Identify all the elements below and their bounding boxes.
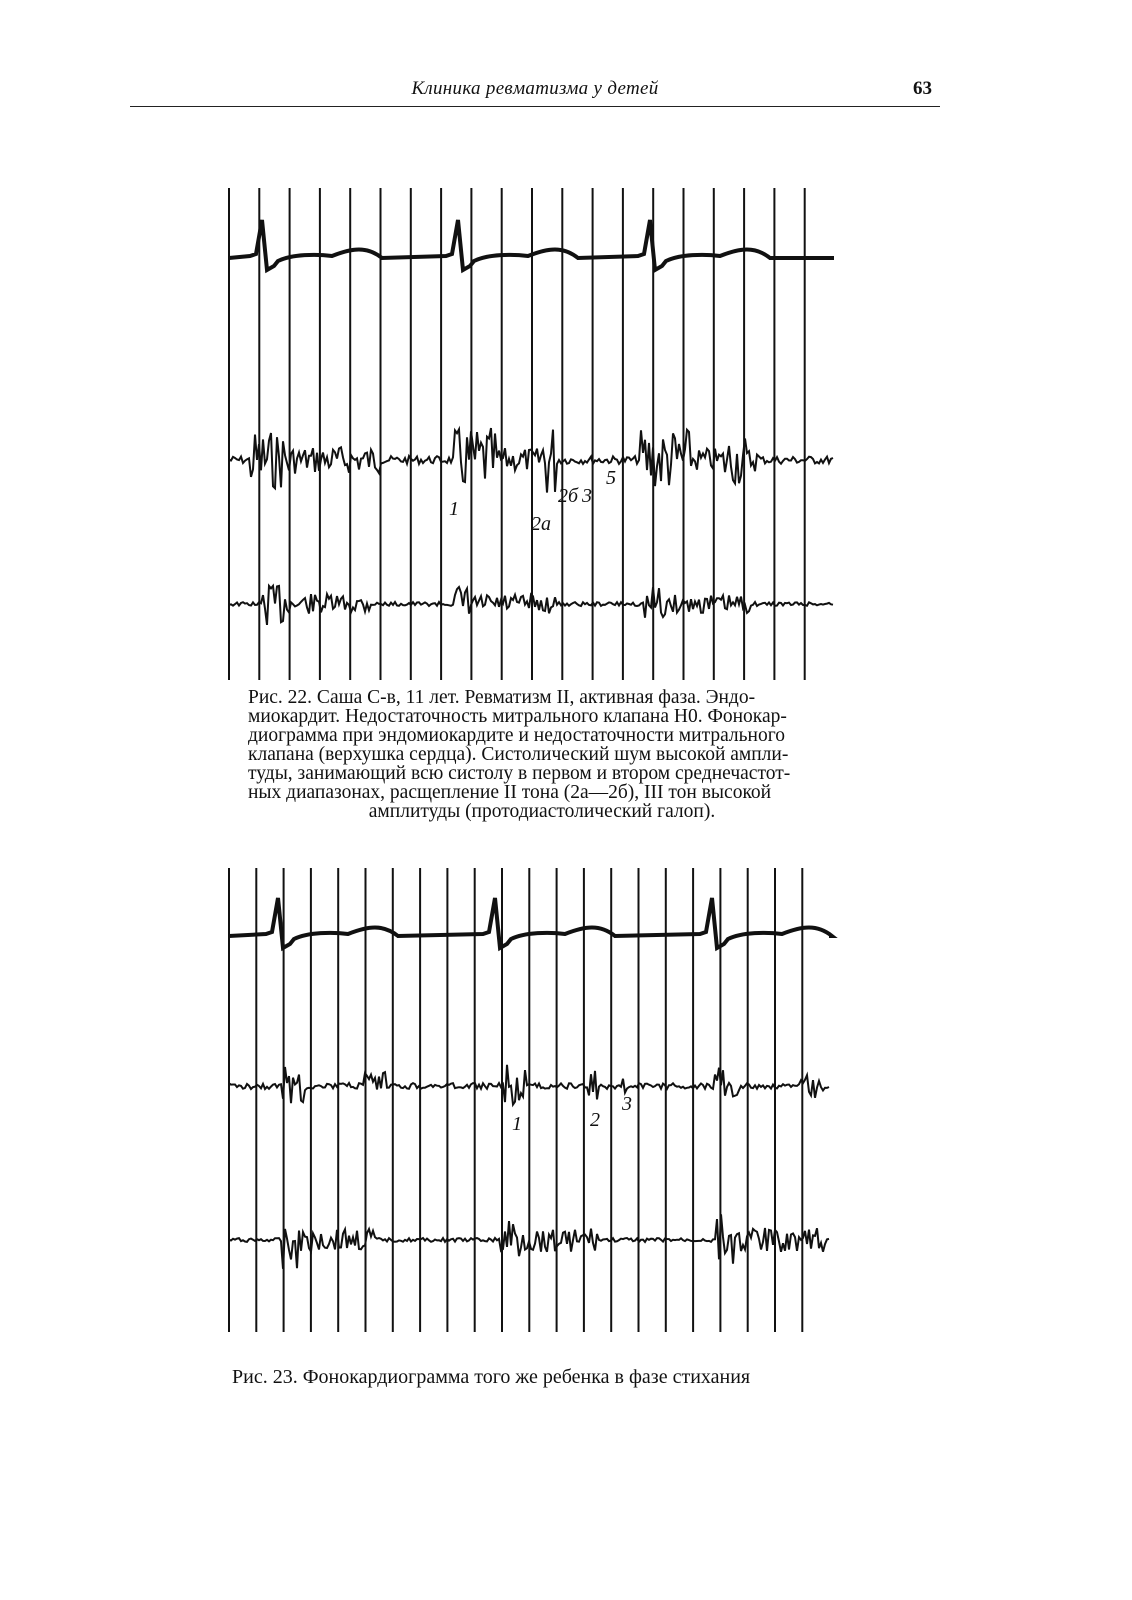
figure-22-label-5: 5 xyxy=(606,467,616,489)
figure-22-time-grid xyxy=(229,188,805,680)
figure-22-label-3: 3 xyxy=(582,485,592,507)
figure-23-label-1: 1 xyxy=(512,1113,522,1135)
figure-23-ecg-trace xyxy=(229,898,832,948)
figure-22-label-2a: 2a xyxy=(531,513,551,535)
page-number: 63 xyxy=(913,78,932,99)
running-title: Клиника ревматизма у детей xyxy=(411,78,659,99)
figure-23-label-3: 3 xyxy=(622,1093,632,1115)
figure-22-caption-line: диограмма при эндомиокардите и недостаточности митрального xyxy=(248,725,785,746)
figure-22-caption-line: клапана (верхушка сердца). Систолический шум высокой ампли- xyxy=(248,744,789,765)
figure-22-caption-line: миокардит. Недостаточность митрального клапана H0. Фонокар- xyxy=(248,706,787,727)
figure-23-caption: Рис. 23. Фонокардиограмма того же ребенка в фазе стихания xyxy=(232,1366,751,1388)
figure-22-caption-line: ных диапазонах, расщепление II тона (2а—2б), III тон высокой xyxy=(248,782,772,803)
figure-22-phonocardiogram xyxy=(0,0,1132,700)
figure-22-label-2b: 2б xyxy=(558,485,579,507)
figure-22-label-1: 1 xyxy=(449,498,459,520)
figure-22-caption-line: туды, занимающий всю систолу в первом и втором среднечастот- xyxy=(248,763,791,784)
figure-23-phonocardiogram xyxy=(0,840,1132,1360)
figure-23-label-2: 2 xyxy=(590,1109,600,1131)
figure-22-caption xyxy=(248,688,836,821)
figure-22-caption-line: Рис. 22. Саша С-в, 11 лет. Ревматизм II, активная фаза. Эндо- xyxy=(248,687,756,708)
figure-22-caption-line: амплитуды (протодиастолический галоп). xyxy=(368,801,716,822)
